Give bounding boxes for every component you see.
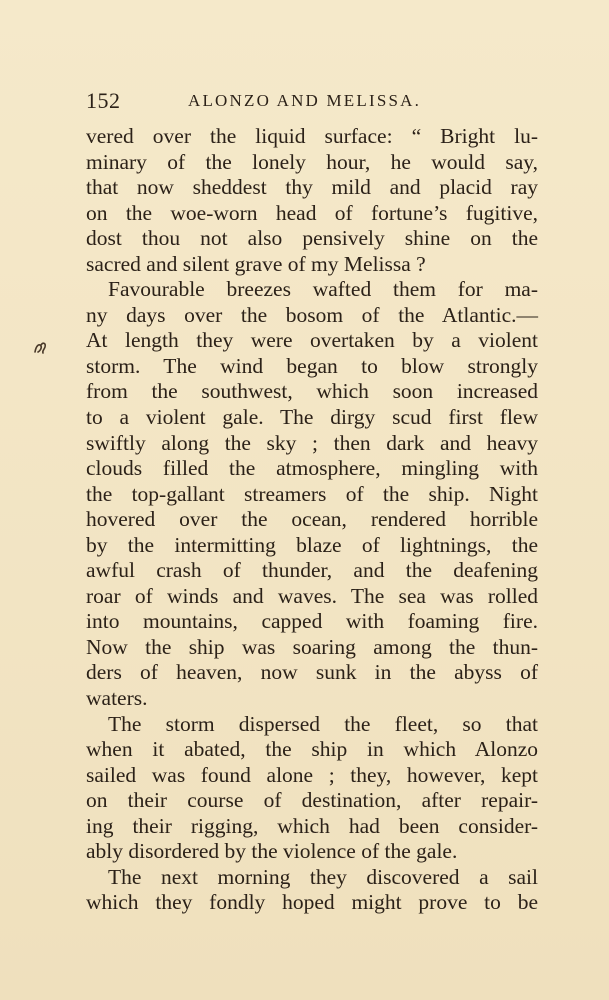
text-line: ders of heaven, now sunk in the abyss of: [86, 660, 538, 685]
text-line: that now sheddest thy mild and placid ray: [86, 175, 538, 200]
text-line: dost thou not also pensively shine on the: [86, 226, 538, 251]
text-line: on the woe-worn head of fortune’s fugitive,: [86, 200, 538, 225]
text-line: minary of the lonely hour, he would say,: [86, 149, 538, 174]
text-line: vered over the liquid surface: “ Bright lu-: [86, 124, 538, 148]
text-line: by the intermitting blaze of lightnings, the: [86, 532, 538, 557]
text-line: At length they were overtaken by a violent: [86, 328, 538, 353]
text-line: into mountains, capped with foaming fire.: [86, 609, 538, 634]
text-line: sailed was found alone ; they, however, kept: [86, 762, 538, 787]
text-line: swiftly along the sky ; then dark and heavy: [86, 430, 538, 455]
text-line: The next morning they discovered a sail: [108, 864, 538, 889]
text-line: when it abated, the ship in which Alonzo: [86, 737, 538, 762]
page-number: 152: [86, 88, 121, 113]
text-line: roar of winds and waves. The sea was rolled: [86, 583, 538, 608]
text-line: the top-gallant streamers of the ship. Night: [86, 481, 538, 506]
text-line: hovered over the ocean, rendered horrible: [86, 507, 538, 532]
text-line: ably disordered by the violence of the gale.: [86, 839, 458, 864]
running-title: ALONZO AND MELISSA.: [188, 91, 422, 110]
text-line: from the southwest, which soon increased: [86, 379, 538, 404]
text-line: sacred and silent grave of my Melissa ?: [86, 251, 426, 276]
text-line: ny days over the bosom of the Atlantic.—: [86, 302, 538, 327]
page-header: [86, 88, 536, 118]
text-line: which they fondly hoped might prove to be: [86, 890, 538, 915]
text-line: to a violent gale. The dirgy scud first flew: [86, 405, 538, 430]
text-line: ing their rigging, which had been consider-: [86, 813, 538, 838]
text-line: awful crash of thunder, and the deafening: [86, 558, 538, 583]
text-line: on their course of destination, after repair-: [86, 788, 538, 813]
marginal-ink-mark-icon: [32, 340, 50, 356]
text-line: Now the ship was soaring among the thun-: [86, 634, 538, 659]
text-line: clouds filled the atmosphere, mingling with: [86, 456, 538, 481]
text-line: storm. The wind began to blow strongly: [86, 353, 538, 378]
text-line: waters.: [86, 686, 148, 711]
text-line: Favourable breezes wafted them for ma-: [108, 277, 538, 302]
body-text: [86, 124, 538, 916]
text-line: The storm dispersed the fleet, so that: [108, 711, 538, 736]
